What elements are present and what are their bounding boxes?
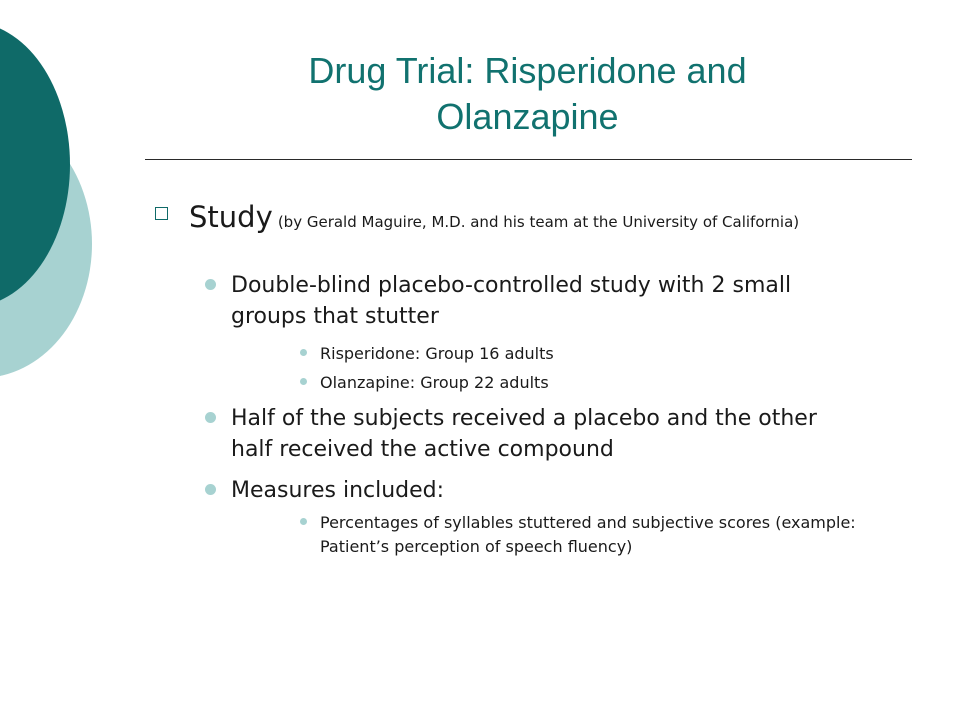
- round-bullet-icon: [205, 484, 216, 495]
- slide-title-line-1: Drug Trial: Risperidone and: [308, 50, 747, 91]
- bullet-design-text: Double-blind placebo-controlled study with 2 small groups that stutter: [231, 273, 792, 329]
- bullet-measures: [205, 475, 865, 506]
- small-round-bullet-icon: [300, 349, 307, 356]
- sub-bullet-risperidone: [300, 342, 860, 366]
- sub-bullet-olanzapine: [300, 371, 860, 395]
- small-round-bullet-icon: [300, 378, 307, 385]
- bullet-placebo: [205, 403, 865, 465]
- round-bullet-icon: [205, 412, 216, 423]
- sub-bullet-percentages: [300, 511, 860, 559]
- study-note: (by Gerald Maguire, M.D. and his team at the University of California): [277, 213, 800, 231]
- small-round-bullet-icon: [300, 518, 307, 525]
- slide-title-line-2: Olanzapine: [436, 96, 619, 137]
- bullet-study: [155, 201, 875, 234]
- sub-bullet-olanzapine-text: Olanzapine: Group 22 adults: [320, 373, 549, 392]
- study-heading: Study: [189, 200, 273, 234]
- bullet-measures-text: Measures included:: [231, 478, 445, 503]
- sub-bullet-percentages-text: Percentages of syllables stuttered and subjective scores (example: Patient’s perception of speech fluency): [320, 513, 856, 556]
- sub-bullet-risperidone-text: Risperidone: Group 16 adults: [320, 344, 554, 363]
- round-bullet-icon: [205, 279, 216, 290]
- bullet-design: [205, 270, 865, 332]
- bullet-study-text: [189, 201, 875, 234]
- hollow-square-bullet-icon: [155, 207, 168, 220]
- bullet-placebo-text: Half of the subjects received a placebo and the other half received the active compound: [231, 406, 817, 462]
